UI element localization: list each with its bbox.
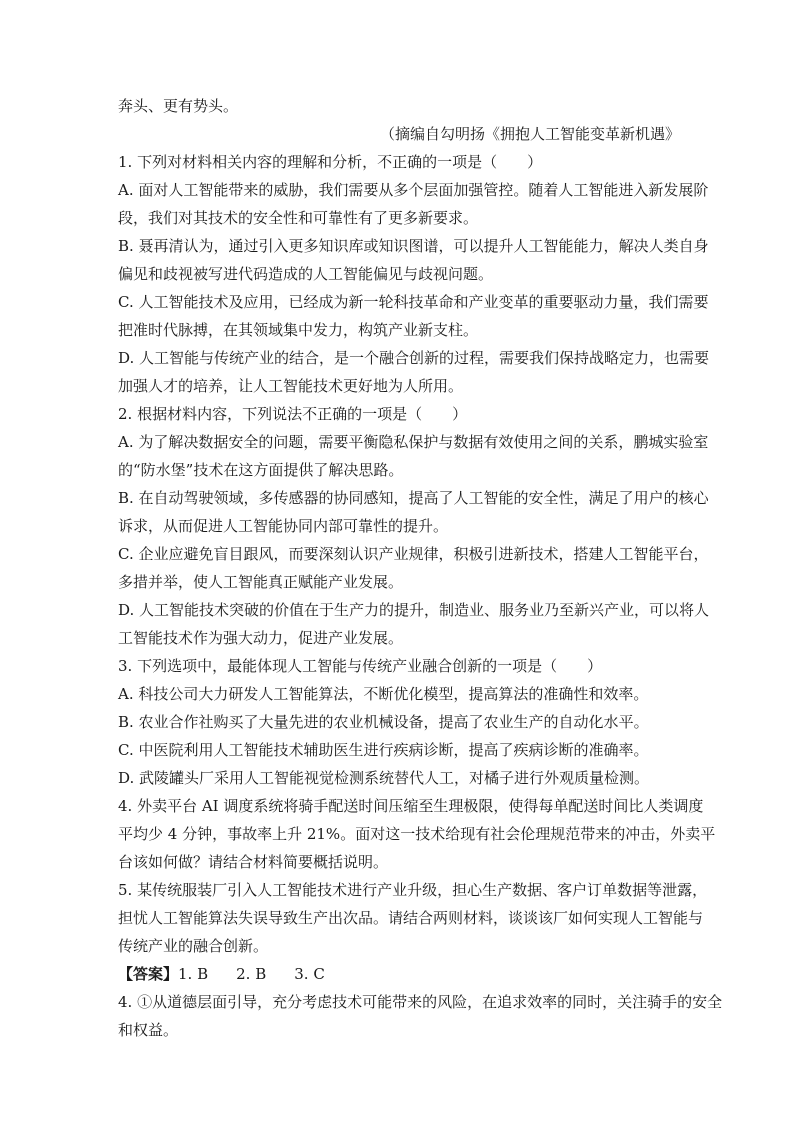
q3-option-b: B. 农业合作社购买了大量先进的农业机械设备，提高了农业生产的自动化水平。	[118, 713, 649, 731]
q3-option-a: A. 科技公司大力研发人工智能算法，不断优化模型，提高算法的准确性和效率。	[118, 685, 649, 703]
answer-3: 3. C	[294, 965, 325, 983]
q4-line2: 平均少 4 分钟，事故率上升 21%。面对这一技术给现有社会伦理规范带来的冲击，外卖平	[118, 825, 716, 843]
q3-option-c: C. 中医院利用人工智能技术辅助医生进行疾病诊断，提高了疾病诊断的准确率。	[118, 741, 649, 759]
q2-option-b-line2: 诉求，从而促进人工智能协同内部可靠性的提升。	[118, 517, 449, 535]
q2-option-c-line2: 多措并举，使人工智能真正赋能产业发展。	[118, 573, 404, 591]
q2-option-c-line1: C. 企业应避免盲目跟风，而要深刻认识产业规律，积极引进新技术，搭建人工智能平台，	[118, 545, 709, 563]
q1-option-a-line2: 段，我们对其技术的安全性和可靠性有了更多新要求。	[118, 209, 479, 227]
q5-line1: 5. 某传统服装厂引入人工智能技术进行产业升级，担心生产数据、客户订单数据等泄露，	[118, 881, 708, 899]
q4-line3: 台该如何做？请结合材料简要概括说明。	[118, 853, 389, 871]
document-body	[118, 92, 723, 1044]
q3-option-d: D. 武陵罐头厂采用人工智能视觉检测系统替代人工，对橘子进行外观质量检测。	[118, 769, 650, 787]
intro-tail: 奔头、更有势头。	[118, 97, 239, 115]
q1-option-c-line2: 把准时代脉搏，在其领域集中发力，构筑产业新支柱。	[118, 321, 479, 339]
q1-option-c-line1: C. 人工智能技术及应用，已经成为新一轮科技革命和产业变革的重要驱动力量，我们需要	[118, 293, 709, 311]
q5-line2: 担忧人工智能算法失误导致生产出次品。请结合两则材料，谈谈该厂如何实现人工智能与	[118, 909, 704, 927]
q2-option-d-line1: D. 人工智能技术突破的价值在于生产力的提升，制造业、服务业乃至新兴产业，可以将人	[118, 601, 710, 619]
q2-stem: 2. 根据材料内容，下列说法不正确的一项是（ ）	[118, 405, 468, 423]
answer-label: 【答案】	[118, 965, 179, 983]
q4-line1: 4. 外卖平台 AI 调度系统将骑手配送时间压缩至生理极限，使得每单配送时间比人类调度	[118, 797, 704, 815]
answer-4-line1: 4. ①从道德层面引导，充分考虑技术可能带来的风险，在追求效率的同时，关注骑手的安全	[118, 993, 723, 1011]
q1-option-d-line2: 加强人才的培养，让人工智能技术更好地为人所用。	[118, 377, 464, 395]
answer-4-line2: 和权益。	[118, 1021, 179, 1039]
answer-row	[118, 960, 680, 988]
answer-2: 2. B	[236, 965, 267, 983]
q1-option-a-line1: A. 面对人工智能带来的威胁，我们需要从多个层面加强管控。随着人工智能进入新发展阶	[118, 181, 709, 199]
source-citation: （摘编自勾明扬《拥抱人工智能变革新机遇》	[379, 125, 680, 143]
q1-option-d-line1: D. 人工智能与传统产业的结合，是一个融合创新的过程，需要我们保持战略定力，也需要	[118, 349, 710, 367]
q2-option-a-line2: 的“防水堡”技术在这方面提供了解决思路。	[118, 461, 404, 479]
q2-option-d-line2: 工智能技术作为强大动力，促进产业发展。	[118, 629, 404, 647]
q3-stem: 3. 下列选项中，最能体现人工智能与传统产业融合创新的一项是（ ）	[118, 657, 603, 675]
q2-option-a-line1: A. 为了解决数据安全的问题，需要平衡隐私保护与数据有效使用之间的关系，鹏城实验室	[118, 433, 709, 451]
answer-1: 1. B	[178, 965, 209, 983]
q5-line3: 传统产业的融合创新。	[118, 937, 269, 955]
q1-option-b-line1: B. 聂再清认为，通过引入更多知识库或知识图谱，可以提升人工智能能力，解决人类自身	[118, 237, 709, 255]
q1-stem: 1. 下列对材料相关内容的理解和分析，不正确的一项是（ ）	[118, 153, 543, 171]
q1-option-b-line2: 偏见和歧视被写进代码造成的人工智能偏见与歧视问题。	[118, 265, 494, 283]
q2-option-b-line1: B. 在自动驾驶领域，多传感器的协同感知，提高了人工智能的安全性，满足了用户的核心	[118, 489, 709, 507]
